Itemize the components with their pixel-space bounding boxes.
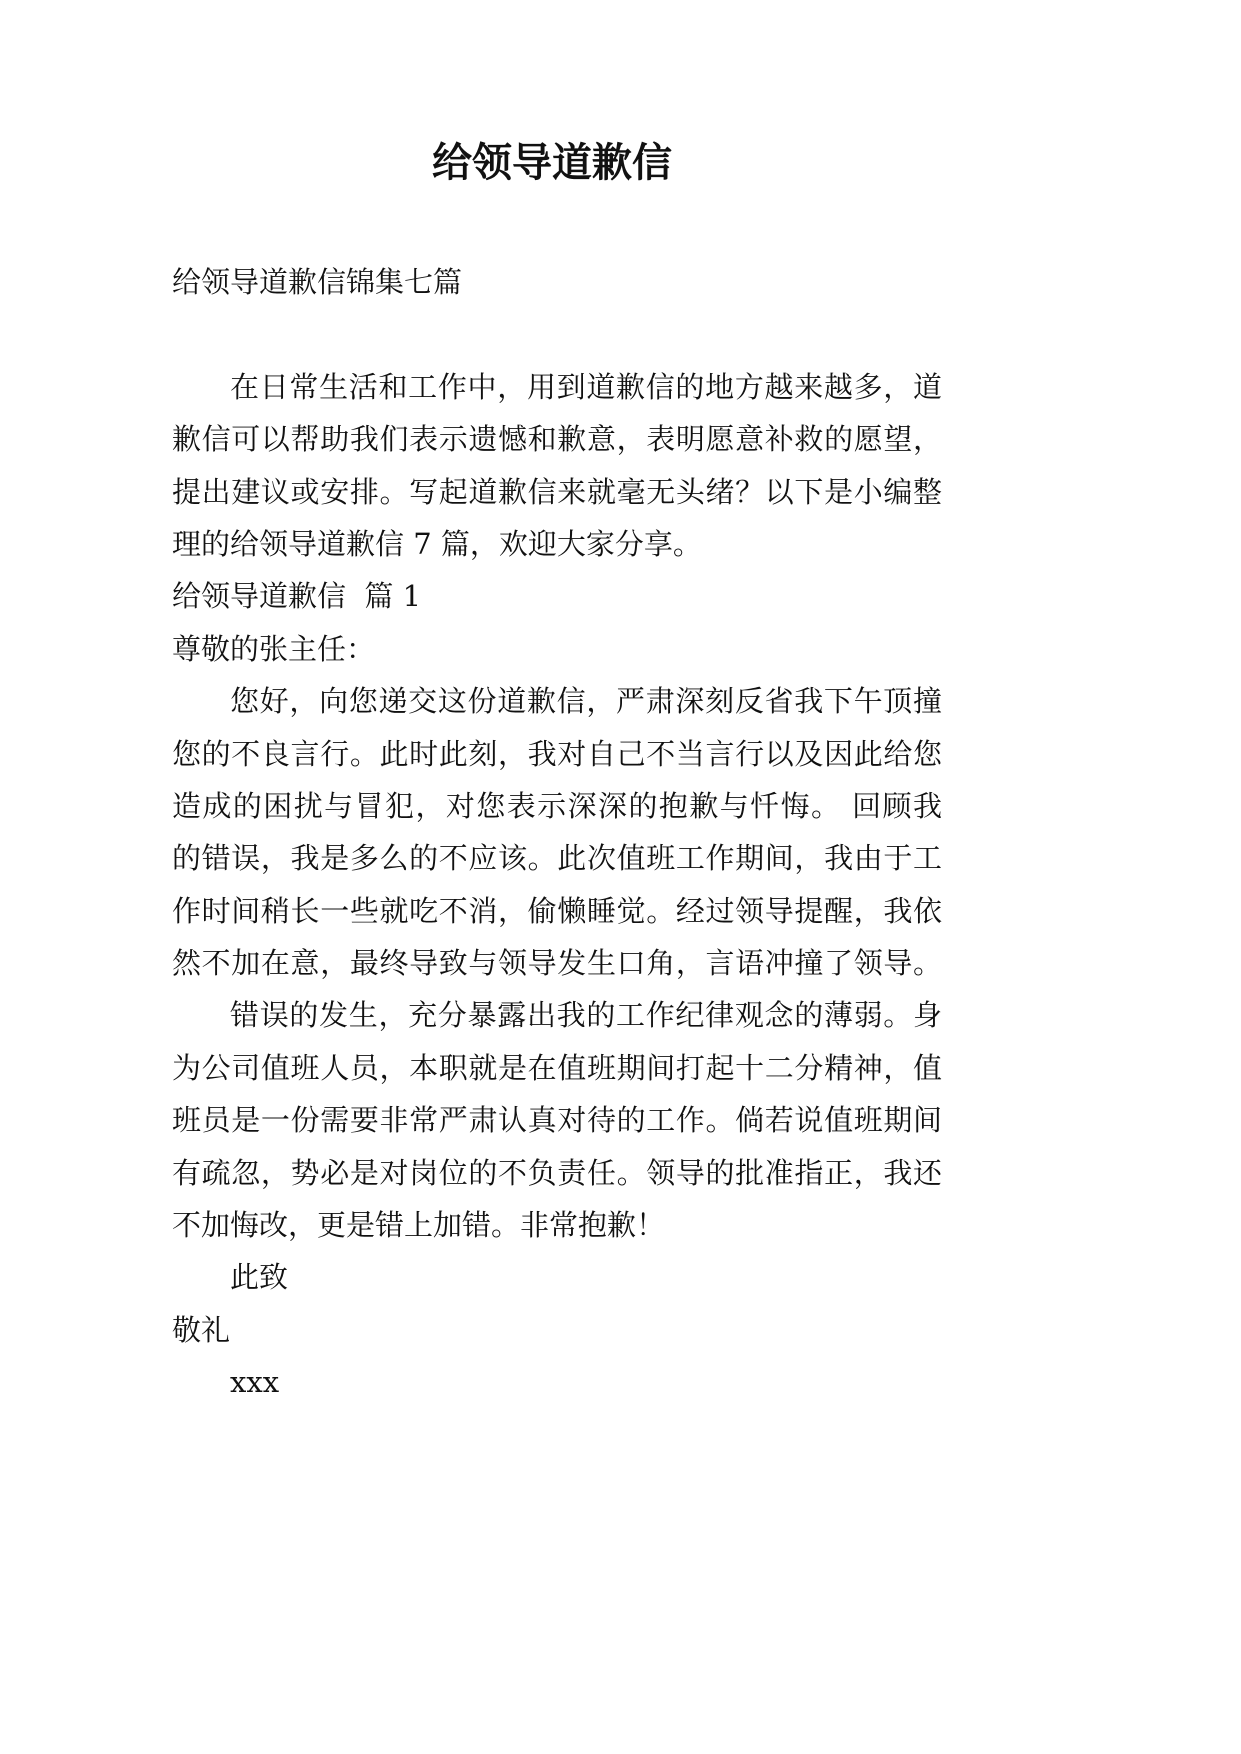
letter-paragraph-1	[172, 675, 942, 989]
letter-heading: 给领导道歉信 篇 1	[172, 579, 422, 614]
document-title: 给领导道歉信	[432, 139, 672, 186]
letter-paragraph-2	[172, 989, 942, 1251]
letter-signature: xxx	[230, 1365, 280, 1400]
letter-salutation: 尊敬的张主任：	[172, 631, 376, 666]
paragraph-line: 造成的困扰与冒犯，对您表示深深的抱歉与忏悔。 回顾我	[172, 788, 942, 823]
paragraph-line: 为公司值班人员，本职就是在值班期间打起十二分精神，值	[172, 1050, 942, 1085]
document-body	[172, 256, 942, 1409]
intro-paragraph	[172, 361, 942, 571]
intro-line: 理的给领导道歉信 7 篇，欢迎大家分享。	[172, 526, 702, 561]
intro-line: 在日常生活和工作中，用到道歉信的地方越来越多，道	[230, 369, 942, 404]
paragraph-line: 然不加在意，最终导致与领导发生口角，言语冲撞了领导。	[172, 946, 942, 981]
paragraph-line: 不加悔改，更是错上加错。非常抱歉！	[172, 1208, 666, 1243]
paragraph-line: 您的不良言行。此时此刻，我对自己不当言行以及因此给您	[172, 736, 942, 771]
intro-line: 提出建议或安排。写起道歉信来就毫无头绪？以下是小编整	[172, 474, 942, 509]
letter-closing: 此致	[230, 1260, 289, 1295]
paragraph-line: 您好，向您递交这份道歉信，严肃深刻反省我下午顶撞	[230, 684, 942, 719]
paragraph-line: 班员是一份需要非常严肃认真对待的工作。倘若说值班期间	[172, 1103, 942, 1138]
paragraph-line: 作时间稍长一些就吃不消，偷懒睡觉。经过领导提醒，我依	[172, 893, 942, 928]
document-subtitle: 给领导道歉信锦集七篇	[172, 265, 463, 299]
blank-line	[172, 308, 942, 360]
letter-regards: 敬礼	[172, 1312, 231, 1347]
paragraph-line: 错误的发生，充分暴露出我的工作纪律观念的薄弱。身	[230, 998, 942, 1033]
paragraph-line: 的错误，我是多么的不应该。此次值班工作期间，我由于工	[172, 841, 942, 876]
paragraph-line: 有疏忽，势必是对岗位的不负责任。领导的批准指正，我还	[172, 1155, 942, 1190]
intro-line: 歉信可以帮助我们表示遗憾和歉意，表明愿意补救的愿望，	[172, 422, 942, 457]
